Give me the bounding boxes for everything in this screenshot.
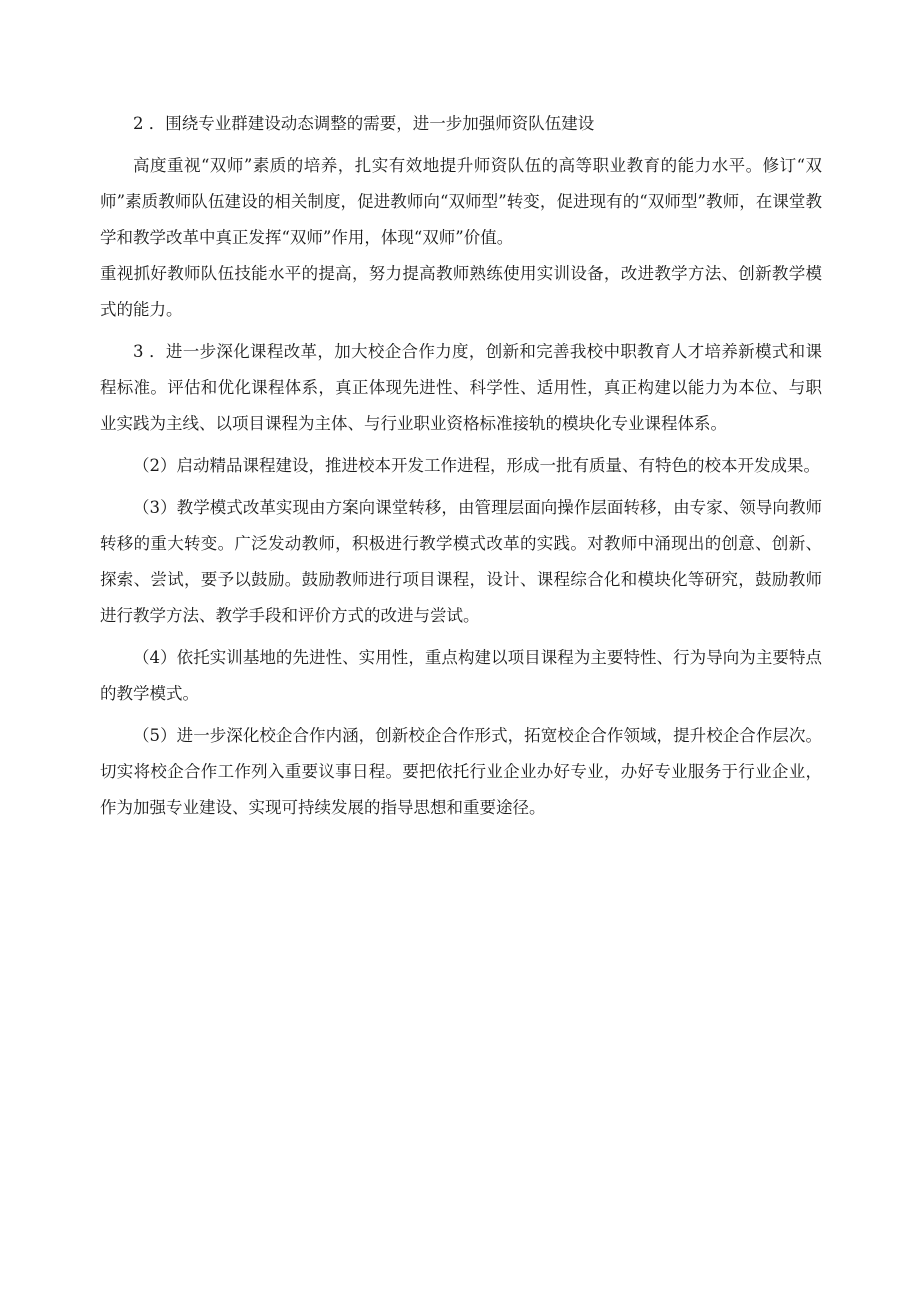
paragraph-dual-teacher: 高度重视“双师”素质的培养，扎实有效地提升师资队伍的高等职业教育的能力水平。修订“双师”素质教师队伍建设的相关制度，促进教师向“双师型”转变，促进现有的“双师型”教师，在课堂教学和教学改革中真正发挥“双师”作用，体现“双师”价值。 [100,156,822,247]
list-item-2: （2）启动精品课程建设，推进校本开发工作进程，形成一批有质量、有特色的校本开发成果。 [133,456,820,475]
section-heading-3: 3 ．进一步深化课程改革，加大校企合作力度，创新和完善我校中职教育人才培养新模式和课程标准。评估和优化课程体系，真正体现先进性、科学性、适用性，真正构建以能力为本位、与职业实践为主线、以项目课程为主体、与行业职业资格标准接轨的模块化专业课程体系。 [100,342,822,433]
list-item-5: （5）进一步深化校企合作内涵，创新校企合作形式，拓宽校企合作领域，提升校企合作层次。切实将校企合作工作列入重要议事日程。要把依托行业企业办好专业，办好专业服务于行业企业，作为加强专业建设、实现可持续发展的指导思想和重要途径。 [100,726,822,817]
list-item-3: （3）教学模式改革实现由方案向课堂转移，由管理层面向操作层面转移，由专家、领导向教师转移的重大转变。广泛发动教师，积极进行教学模式改革的实践。对教师中涌现出的创意、创新、探索、尝试，要予以鼓励。鼓励教师进行项目课程，设计、课程综合化和模块化等研究，鼓励教师进行教学方法、教学手段和评价方式的改进与尝试。 [100,498,822,625]
document-body [100,106,822,832]
section-heading-2: 2 ．围绕专业群建设动态调整的需要，进一步加强师资队伍建设 [133,114,595,133]
list-item-4: （4）依托实训基地的先进性、实用性，重点构建以项目课程为主要特性、行为导向为主要特点的教学模式。 [100,648,822,703]
paragraph-teacher-skills: 重视抓好教师队伍技能水平的提高，努力提高教师熟练使用实训设备，改进教学方法、创新教学模式的能力。 [100,264,822,319]
